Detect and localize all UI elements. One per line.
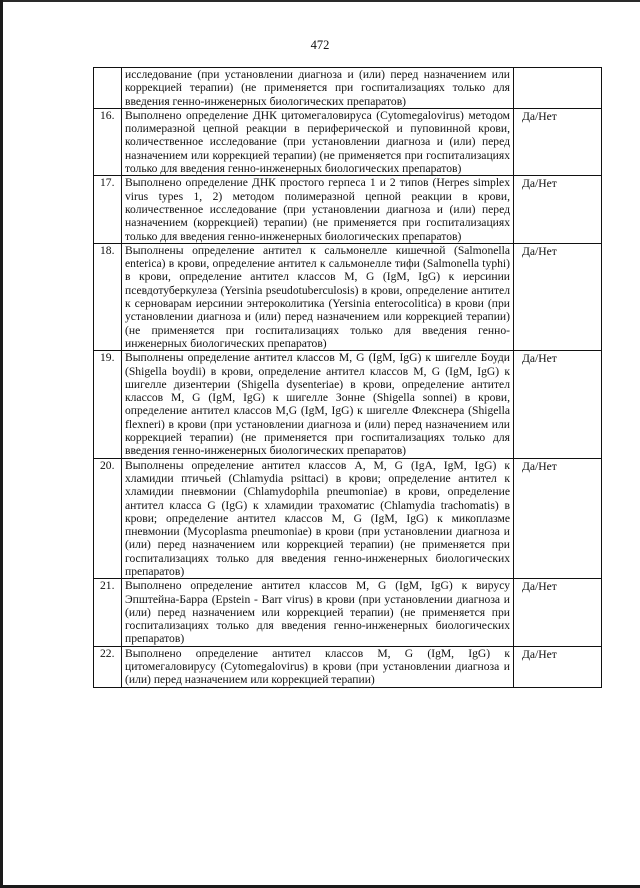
answer-cell: Да/Нет [514, 176, 602, 243]
table-row [94, 176, 602, 243]
criterion-text: Выполнено определение антител классов M, G (IgM, IgG) к вирусу Эпштейна-Барра (Epstein - Barr virus) в крови (при установлении диагноза и (или) перед назначением или коррекцией терапии) (не применяется при госпитализациях только для введения генно-инженерных биологических препаратов) [122, 579, 514, 646]
criterion-text: Выполнены определение антител к сальмонелле кишечной (Salmonella enterica) в крови, определение антител к сальмонелле тифи (Salmonella typhi) в крови, определение антител классов M, G (IgM, IgG) к иерсинии псевдотуберкулеза (Yersinia pseudotuberculosis) в крови, определение антител к серноварам иерсинии энтероколитика (Yersinia enterocolitica) в крови (при установлении диагноза и (или) перед назначением или коррекцией терапии) (не применяется при госпитализациях только для введения генно-инженерных биологических препаратов) [122, 243, 514, 350]
criterion-text: Выполнены определение антител классов A, M, G (IgA, IgM, IgG) к хламидии птичьей (Chlamydia psittaci) в крови; определение антител к хламидии пневмонии (Chlamydophila pneumoniae) в крови, определение антител класса G (IgG) к хламидии трахоматис (Chlamydia trachomatis) в крови; определение антител классов M, G (IgM, IgG) к микоплазме пневмонии (Mycoplasma pneumoniae) в крови (при установлении диагноза и (или) перед назначением или коррекцией терапии) (не применяется при госпитализациях только для введения генно-инженерных биологических препаратов) [122, 458, 514, 579]
table-row [94, 351, 602, 458]
row-number: 19. [94, 351, 122, 458]
row-number: 17. [94, 176, 122, 243]
table-row [94, 108, 602, 175]
criterion-text: Выполнено определение ДНК цитомегаловируса (Cytomegalovirus) методом полимеразной цепной реакции в периферической и пуповинной крови, количественное исследование (при установлении диагноза и (или) перед назначением или коррекцией терапии) (не применяется при госпитализациях только для введения генно-инженерных биологических препаратов) [122, 108, 514, 175]
table-row [94, 243, 602, 350]
criterion-text: Выполнено определение антител классов M, G (IgM, IgG) к цитомегаловирусу (Cytomegalovirus) в крови (при установлении диагноза и (или) перед назначением или коррекцией терапии) [122, 646, 514, 687]
answer-cell [514, 68, 602, 109]
table-row [94, 646, 602, 687]
table-row [94, 68, 602, 109]
scan-border-left [0, 0, 3, 888]
answer-cell: Да/Нет [514, 646, 602, 687]
criterion-text: Выполнено определение ДНК простого герпеса 1 и 2 типов (Herpes simplex virus types 1, 2) методом полимеразной цепной реакции в крови, количественное исследование (при установлении диагноза и (или) перед назначением (коррекцией) терапии) (не применяется при госпитализациях только для введения генно-инженерных биологических препаратов) [122, 176, 514, 243]
criteria-table [93, 67, 602, 688]
row-number [94, 68, 122, 109]
answer-cell: Да/Нет [514, 579, 602, 646]
table-row [94, 458, 602, 579]
row-number: 18. [94, 243, 122, 350]
answer-cell: Да/Нет [514, 351, 602, 458]
criterion-text: исследование (при установлении диагноза и (или) перед назначением или коррекцией терапии) (не применяется при госпитализациях только для введения генно-инженерных биологических препаратов) [122, 68, 514, 109]
row-number: 21. [94, 579, 122, 646]
row-number: 20. [94, 458, 122, 579]
answer-cell: Да/Нет [514, 243, 602, 350]
row-number: 22. [94, 646, 122, 687]
answer-cell: Да/Нет [514, 108, 602, 175]
answer-cell: Да/Нет [514, 458, 602, 579]
row-number: 16. [94, 108, 122, 175]
table-row [94, 579, 602, 646]
scan-border-top [0, 0, 640, 2]
page-number: 472 [310, 38, 330, 52]
criterion-text: Выполнены определение антител классов M, G (IgM, IgG) к шигелле Боуди (Shigella boydii) в крови, определение антител классов M, G (IgM, IgG) к шигелле дизентерии (Shigella dysenteriae) в крови, определение антител классов M, G (IgM, IgG) к шигелле Зонне (Shigella sonnei) в крови, определение антител классов M,G (IgM, IgG) к шигелле Флекснера (Shigella flexneri) в крови (при установлении диагноза и (или) перед назначением или коррекцией терапии) (не применяется при госпитализациях только для введения генно-инженерных биологических препаратов) [122, 351, 514, 458]
